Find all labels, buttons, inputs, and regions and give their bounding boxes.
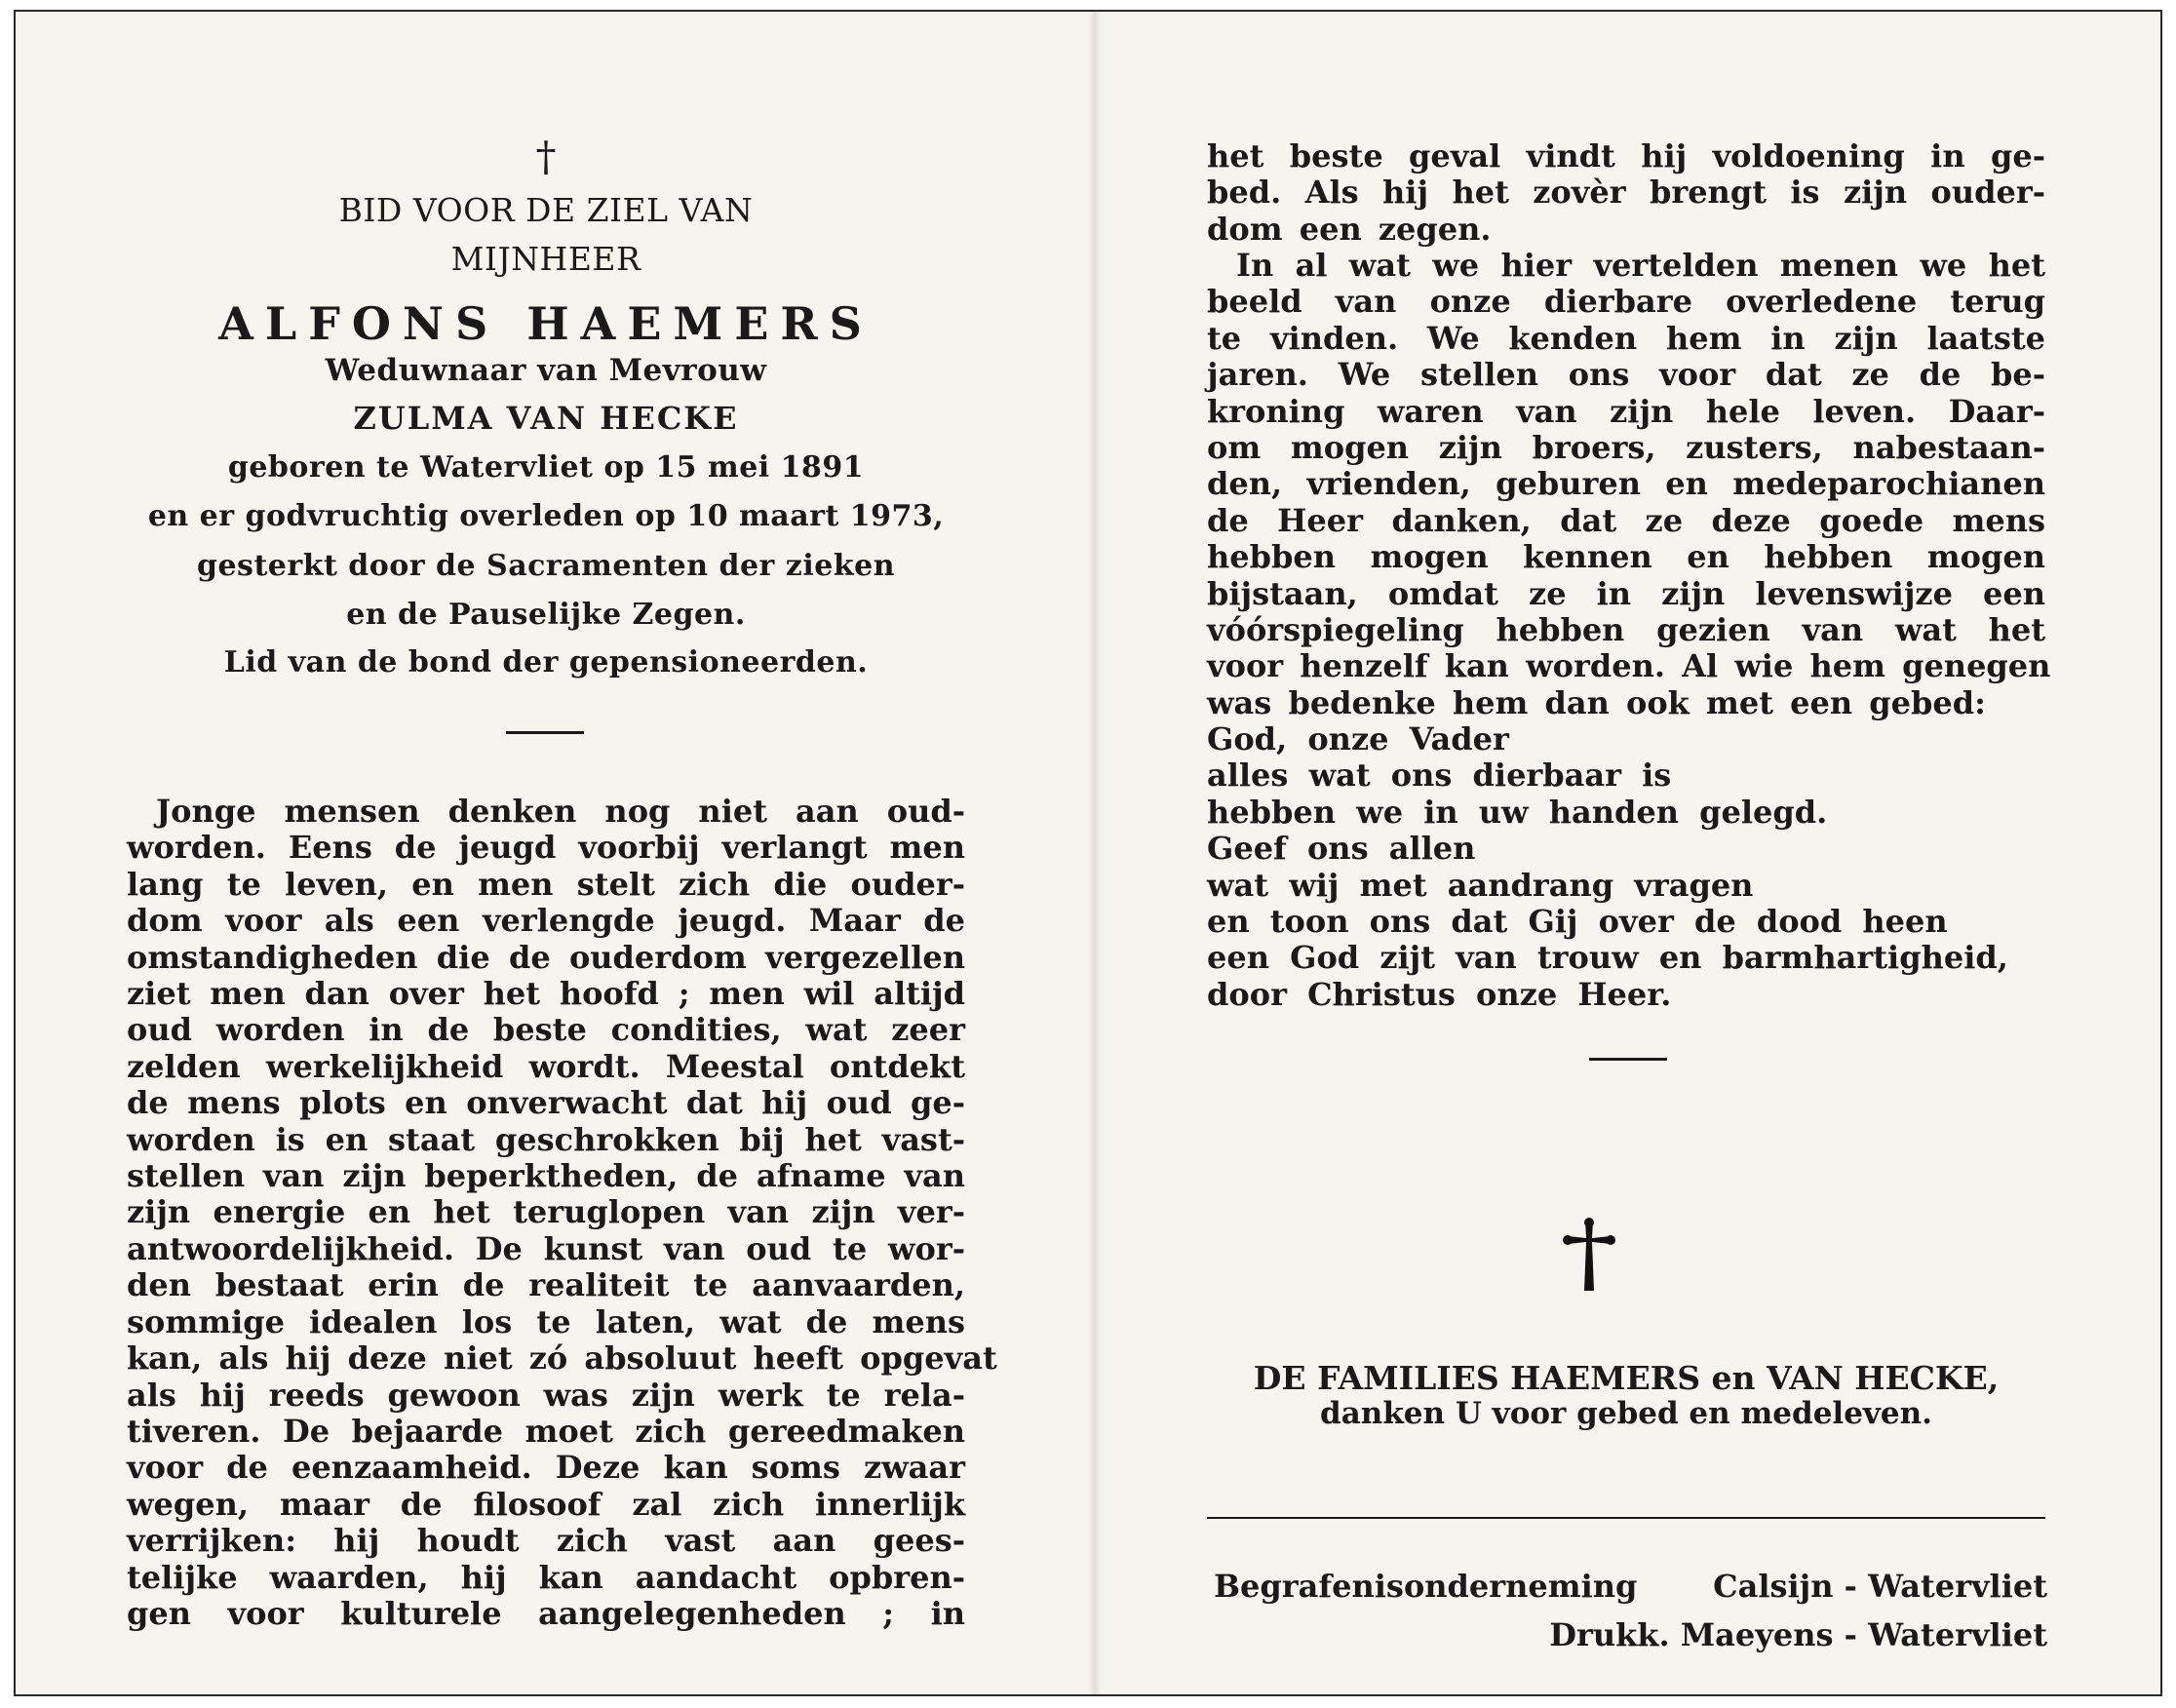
text-line: de Heer danken, dat ze deze goede mens xyxy=(1207,501,2045,539)
text-line: was bedenke hem dan ook met een gebed: xyxy=(1207,683,1986,721)
prayer-line: en toon ons dat Gij over de dood heen xyxy=(1207,903,1948,941)
text-line: het beste geval vindt hij voldoening in ge- xyxy=(1207,137,2045,175)
spouse-name: ZULMA VAN HECKE xyxy=(353,400,739,437)
birth-line: geboren te Watervliet op 15 mei 1891 xyxy=(227,450,865,485)
title-mijnheer: MIJNHEER xyxy=(450,240,641,278)
card-fold xyxy=(1088,12,1102,1694)
text-line: voor de eenzaamheid. Deze kan soms zwaar xyxy=(127,1449,965,1487)
text-line: stellen van zijn beperktheden, de afname van xyxy=(127,1157,965,1195)
thanks-line: danken U voor gebed en medeleven. xyxy=(1320,1396,1932,1431)
text-line: omstandigheden die de ouderdom vergezellen xyxy=(127,938,965,976)
prayer-line: een God zijt van trouw en barmhartigheid, xyxy=(1207,939,2008,977)
text-line: voor henzelf kan worden. Al wie hem genegen xyxy=(1207,647,2051,685)
text-line: tiveren. De bejaarde moet zich gereedmaken xyxy=(127,1412,965,1450)
small-cross-icon: † xyxy=(535,133,557,180)
deceased-name: ALFONS HAEMERS xyxy=(218,297,874,350)
death-line: en er godvruchtig overleden op 10 maart 1973, xyxy=(147,499,945,533)
text-line: telijke waarden, hij kan aandacht opbren- xyxy=(127,1558,965,1596)
text-line: hebben mogen kennen en hebben mogen xyxy=(1207,538,2045,576)
prayer-line: Geef ons allen xyxy=(1207,830,1476,868)
membership-line: Lid van de bond der gepensioneerden. xyxy=(223,645,869,679)
text-line: beeld van onze dierbare overledene terug xyxy=(1207,283,2045,321)
text-line: kroning waren van zijn hele leven. Daar- xyxy=(1207,392,2045,430)
undertaker-name: Calsijn - Watervliet xyxy=(1713,1568,2047,1605)
prayer-line: wat wij met aandrang vragen xyxy=(1207,866,1754,904)
text-line: dom een zegen. xyxy=(1207,210,1492,248)
sacraments-line: gesterkt door de Sacramenten der zieken xyxy=(196,549,896,583)
divider xyxy=(1589,1058,1667,1061)
left-body-text xyxy=(127,793,997,1632)
right-body-continuation xyxy=(1207,138,2045,248)
printer-name: Drukk. Maeyens - Watervliet xyxy=(1549,1616,2047,1653)
text-line: om mogen zijn broers, zusters, nabestaan- xyxy=(1207,429,2045,467)
prayer-heading: BID VOOR DE ZIEL VAN xyxy=(338,191,754,229)
text-line: bijstaan, omdat ze in zijn levenswijze een xyxy=(1207,574,2045,612)
text-line: oud worden in de beste condities, wat zeer xyxy=(127,1011,965,1049)
footer-rule xyxy=(1207,1517,2045,1519)
text-line: worden is en staat geschrokken bij het vast- xyxy=(127,1120,965,1158)
text-line: zelden werkelijkheid wordt. Meestal ontdekt xyxy=(127,1047,965,1085)
text-line: vóórspiegeling hebben gezien van wat het xyxy=(1207,611,2045,649)
blessing-line: en de Pauselijke Zegen. xyxy=(346,598,746,632)
prayer-line: God, onze Vader xyxy=(1207,720,1509,757)
text-line: als hij reeds gewoon was zijn werk te rela- xyxy=(127,1376,965,1414)
right-body-text xyxy=(1207,247,2051,721)
text-line: dom voor als een verlengde jeugd. Maar de xyxy=(127,902,965,940)
text-line: verrijken: hij houdt zich vast aan gees- xyxy=(127,1522,965,1560)
text-line: lang te leven, en men stelt zich die ouder- xyxy=(127,865,965,903)
text-line: den, vrienden, geburen en medeparochianen xyxy=(1207,465,2045,503)
text-line: kan, als hij deze niet zó absoluut heeft opgevat xyxy=(127,1339,997,1378)
cross-icon xyxy=(1560,1217,1618,1295)
prayer-line: door Christus onze Heer. xyxy=(1207,975,1672,1013)
prayer-line: alles wat ons dierbaar is xyxy=(1207,757,1672,795)
text-line: In al wat we hier vertelden menen we het xyxy=(1236,247,2045,284)
text-line: Jonge mensen denken nog niet aan oud- xyxy=(156,793,965,830)
text-line: gen voor kulturele aangelegenheden ; in xyxy=(127,1594,965,1632)
text-line: jaren. We stellen ons voor dat ze de be- xyxy=(1207,356,2045,394)
text-line: wegen, maar de filosoof zal zich innerlijk xyxy=(127,1485,965,1523)
text-line: te vinden. We kenden hem in zijn laatste xyxy=(1207,319,2045,357)
prayer-line: hebben we in uw handen gelegd. xyxy=(1207,793,1828,831)
families-line: DE FAMILIES HAEMERS en VAN HECKE, xyxy=(1253,1359,2000,1397)
text-line: worden. Eens de jeugd voorbij verlangt men xyxy=(127,829,965,867)
text-line: sommige idealen los te laten, wat de mens xyxy=(127,1302,965,1340)
undertaker-label: Begrafenisonderneming xyxy=(1214,1568,1638,1605)
text-line: de mens plots en onverwacht dat hij oud ge- xyxy=(127,1084,965,1122)
divider xyxy=(506,731,584,734)
prayer-text xyxy=(1207,721,2045,1013)
text-line: ziet men dan over het hoofd ; men wil altijd xyxy=(127,975,965,1013)
widower-line: Weduwnaar van Mevrouw xyxy=(325,353,767,388)
text-line: den bestaat erin de realiteit te aanvaarden, xyxy=(127,1266,965,1304)
text-line: antwoordelijkheid. De kunst van oud te wor- xyxy=(127,1229,965,1267)
text-line: bed. Als hij het zovèr brengt is zijn ouder- xyxy=(1207,174,2045,212)
text-line: zijn energie en het teruglopen van zijn ver- xyxy=(127,1193,965,1231)
